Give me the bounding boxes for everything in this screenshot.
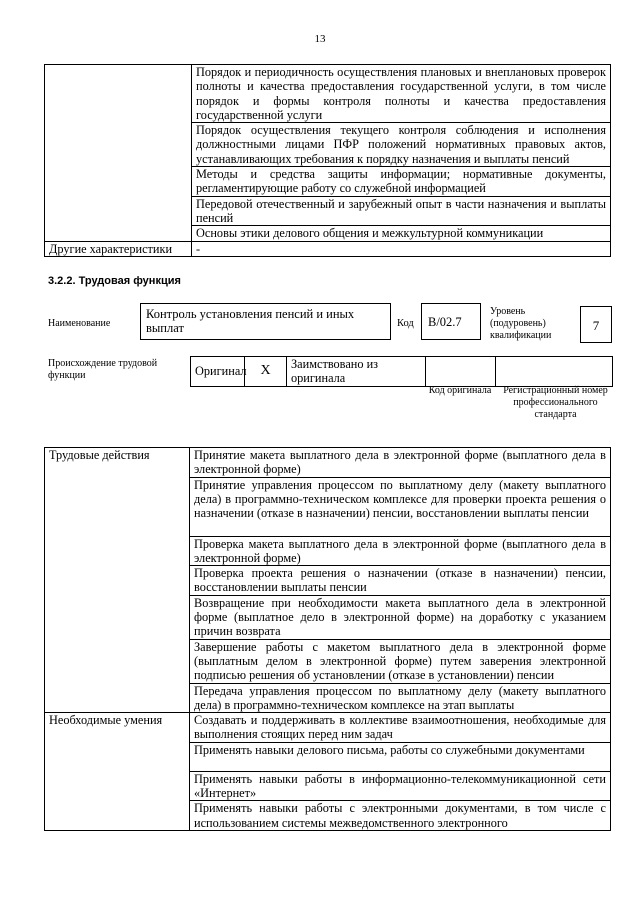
labor-action-item: Принятие управления процессом по выплатному делу (макету выплатного дела) в программно-техническом комплексе для проверки проекта решения о назначении (отказе в назначении) пенсии, восстановлении выплаты пенсии bbox=[190, 477, 611, 536]
skill-item: Создавать и поддерживать в коллективе взаимоотношения, необходимые для выполнения стоящих перед ним задач bbox=[190, 713, 611, 743]
origin-borrowed-label: Заимствовано из оригинала bbox=[287, 357, 426, 387]
knowledge-row bbox=[45, 65, 611, 123]
other-characteristics-value: - bbox=[192, 241, 611, 256]
labor-action-row bbox=[45, 448, 611, 478]
function-code-box bbox=[421, 303, 481, 340]
function-name-label: Наименование bbox=[48, 318, 111, 329]
qualification-level-value: 7 bbox=[592, 318, 600, 333]
skill-item: Применять навыки работы в информационно-телекоммуникационной сети «Интернет» bbox=[190, 771, 611, 801]
skill-item: Применять навыки работы с электронными документами, в том числе с использованием системы межведомственного электронного bbox=[190, 801, 611, 831]
function-name-box bbox=[140, 303, 391, 340]
origin-label: Происхождение трудовой функции bbox=[48, 358, 158, 381]
knowledge-item: Порядок осуществления текущего контроля соблюдения и исполнения должностными лицами ПФР положений нормативных правовых актов, устанавливающих требования к порядку назначения и выплаты пенсий bbox=[192, 123, 611, 167]
labor-action-item: Передача управления процессом по выплатному делу (макету выплатного дела) в программно-техническом комплексе на этап выплаты bbox=[190, 683, 611, 713]
origin-row bbox=[191, 357, 613, 387]
knowledge-item: Основы этики делового общения и межкультурной коммуникации bbox=[192, 226, 611, 241]
other-characteristics-row bbox=[45, 241, 611, 256]
qualification-level-box bbox=[580, 306, 612, 343]
origin-code-caption: Код оригинала bbox=[428, 385, 492, 396]
skills-label: Необходимые умения bbox=[45, 713, 190, 831]
origin-table bbox=[190, 356, 613, 387]
labor-action-item: Проверка проекта решения о назначении (отказе в назначении) пенсии, восстановлении выплаты пенсии bbox=[190, 566, 611, 596]
labor-action-item: Проверка макета выплатного дела в электронной форме (выплатного дела в электронной форме) bbox=[190, 536, 611, 566]
labor-action-item: Возвращение при необходимости макета выплатного дела в электронной форме (выплатное дело в электронной форме) на доработку с указанием причин возврата bbox=[190, 595, 611, 639]
origin-original-label: Оригинал bbox=[191, 357, 245, 387]
origin-code-cell bbox=[426, 357, 496, 387]
knowledge-table bbox=[44, 64, 611, 257]
knowledge-item: Порядок и периодичность осуществления плановых и внеплановых проверок полноты и качества предоставления государственной услуги, в том числе порядок и формы контроля полноты и качества предоставления государственной услуги bbox=[192, 65, 611, 123]
origin-reg-caption: Регистрационный номер профессионального стандарта bbox=[503, 385, 608, 420]
function-code-label: Код bbox=[397, 318, 414, 329]
origin-reg-cell bbox=[496, 357, 613, 387]
labor-action-item: Принятие макета выплатного дела в электронной форме (выплатного дела в электронной форме) bbox=[190, 448, 611, 478]
function-name-value: Контроль установления пенсий и иных выплат bbox=[146, 307, 355, 335]
skill-item: Применять навыки делового письма, работы со служебными документами bbox=[190, 742, 611, 771]
other-characteristics-label: Другие характеристики bbox=[45, 241, 192, 256]
labor-actions-label: Трудовые действия bbox=[45, 448, 190, 713]
page-number: 13 bbox=[314, 33, 326, 45]
labor-function-table bbox=[44, 447, 611, 831]
skill-row bbox=[45, 713, 611, 743]
function-code-value: B/02.7 bbox=[428, 315, 462, 329]
knowledge-item: Методы и средства защиты информации; нормативные документы, регламентирующие работу со служебной информацией bbox=[192, 167, 611, 197]
origin-original-mark: X bbox=[245, 357, 287, 387]
knowledge-item: Передовой отечественный и зарубежный опыт в части назначения и выплаты пенсий bbox=[192, 196, 611, 226]
knowledge-label-cell bbox=[45, 65, 192, 242]
labor-action-item: Завершение работы с макетом выплатного дела в электронной форме (выплатным делом в электронной форме) путем заверения электронной подписью решения об установлении (отказе в установлении) пенсии bbox=[190, 639, 611, 683]
qualification-level-label: Уровень (подуровень) квалификации bbox=[490, 306, 552, 341]
section-title: 3.2.2. Трудовая функция bbox=[48, 275, 181, 287]
